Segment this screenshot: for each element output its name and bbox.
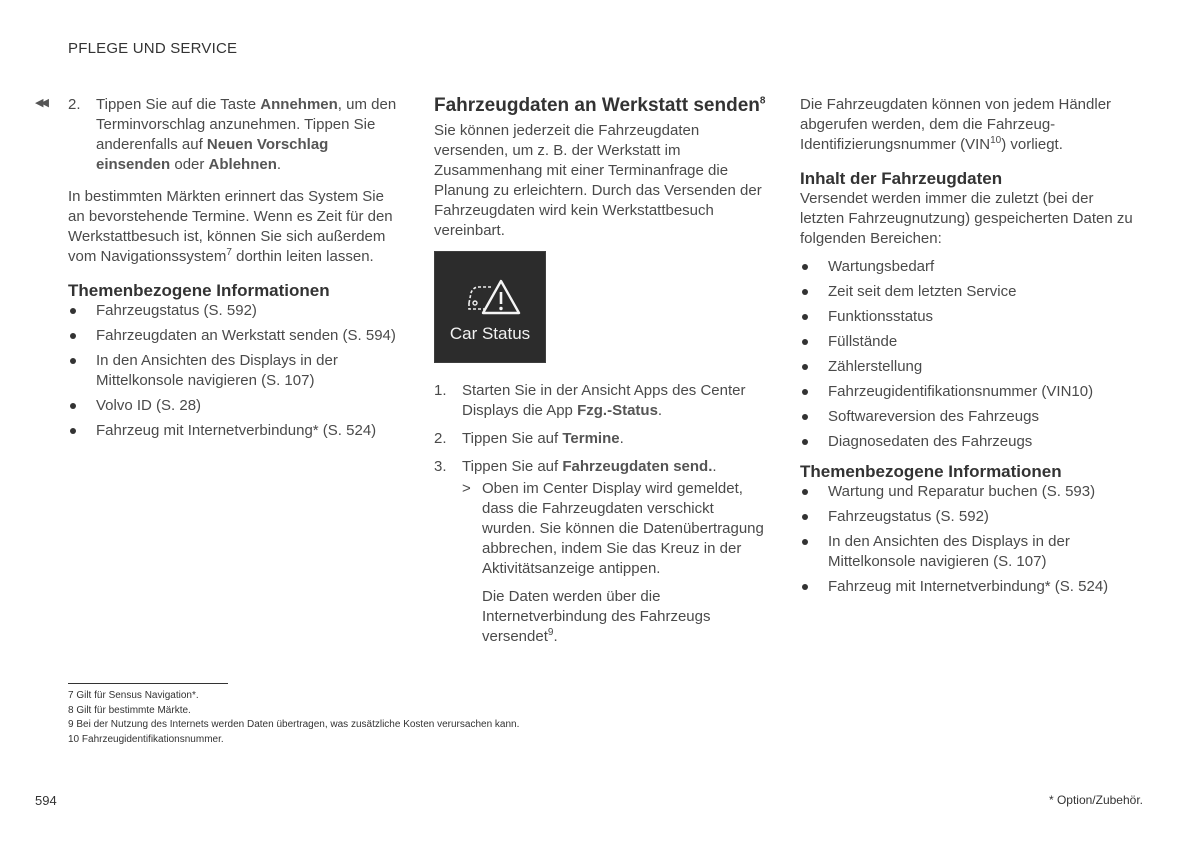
content-heading: Inhalt der Fahrzeugdaten bbox=[800, 169, 1003, 188]
column-2 bbox=[434, 95, 769, 647]
result-marker: > bbox=[462, 480, 471, 497]
footnote-ref-9[interactable]: 9 bbox=[547, 627, 554, 638]
fahrzeugdaten-send-label: Fahrzeugdaten send. bbox=[562, 458, 713, 475]
bullet-icon bbox=[70, 428, 76, 434]
related-link[interactable]: Fahrzeugdaten an Werkstatt senden (S. 594) bbox=[68, 326, 403, 346]
car-warning-icon bbox=[465, 277, 521, 317]
bullet-icon bbox=[802, 439, 808, 445]
footnote-10: 10 Fahrzeugidentifikationsnummer. bbox=[68, 733, 224, 745]
bullet-icon bbox=[70, 403, 76, 409]
car-status-app-icon bbox=[434, 251, 546, 363]
bullet-icon bbox=[802, 389, 808, 395]
list-item: Softwareversion des Fahrzeugs bbox=[800, 407, 1135, 427]
step-1: 1. Starten Sie in der Ansicht Apps des Center Displays die App Fzg.-Status. bbox=[434, 382, 746, 419]
related-link[interactable]: In den Ansichten des Displays in der Mittelkonsole navigieren (S. 107) bbox=[800, 532, 1135, 572]
intro-paragraph: Sie können jederzeit die Fahrzeugdaten versenden, um z. B. der Werkstatt im Zusammenhang mit einer Terminanfrage die Planung zu erleichtern. Durch das Versenden der Fahrzeugdaten wird kein Werkstattbesuch vereinbart. bbox=[434, 122, 762, 239]
neuer-vorschlag-label: Neuen Vorschlag einsenden bbox=[96, 136, 329, 173]
annehmen-label: Annehmen bbox=[260, 96, 338, 113]
bullet-icon bbox=[802, 314, 808, 320]
section-header: PFLEGE UND SERVICE bbox=[68, 40, 238, 57]
option-note: * Option/Zubehör. bbox=[1048, 793, 1143, 807]
list-item: Füllstände bbox=[800, 332, 1135, 352]
bullet-icon bbox=[802, 339, 808, 345]
bullet-icon bbox=[802, 539, 808, 545]
column-1 bbox=[68, 95, 403, 446]
related-heading: Themenbezogene Informationen bbox=[68, 281, 330, 300]
bullet-icon bbox=[70, 308, 76, 314]
step-3: 3. Tippen Sie auf Fahrzeugdaten send.. bbox=[434, 458, 717, 475]
related-heading: Themenbezogene Informationen bbox=[800, 462, 1062, 481]
step-3-detail bbox=[434, 479, 769, 647]
bullet-icon bbox=[802, 264, 808, 270]
previous-page-icon[interactable]: ◀◀ bbox=[35, 97, 46, 109]
list-item: Funktionsstatus bbox=[800, 307, 1135, 327]
fzg-status-label: Fzg.-Status bbox=[577, 402, 658, 419]
step-number: 2. bbox=[68, 96, 81, 113]
reminder-paragraph: In bestimmten Märkten erinnert das System Sie an bevorstehende Termine. Wenn es Zeit für den Werkstattbesuch ist, können Sie sich außerdem vom Navigationssystem$^7$ dorthin leiten lassen. bbox=[68, 188, 393, 265]
bullet-icon bbox=[802, 584, 808, 590]
related-link[interactable]: Fahrzeug mit Internetverbindung* (S. 524) bbox=[68, 421, 403, 441]
related-link[interactable]: Fahrzeug mit Internetverbindung* (S. 524) bbox=[800, 577, 1135, 597]
column-3 bbox=[800, 95, 1135, 602]
related-link[interactable]: Wartung und Reparatur buchen (S. 593) bbox=[800, 482, 1135, 502]
related-link[interactable]: Fahrzeugstatus (S. 592) bbox=[800, 507, 1135, 527]
bullet-icon bbox=[70, 358, 76, 364]
termine-label: Termine bbox=[562, 430, 620, 447]
bullet-icon bbox=[802, 364, 808, 370]
content-intro: Versendet werden immer die zuletzt (bei der letzten Fahrzeugnutzung) gespeicherten Daten zu folgenden Bereichen: bbox=[800, 190, 1133, 247]
footnote-9: 9 Bei der Nutzung des Internets werden Daten übertragen, was zusätzliche Kosten verursachen kann. bbox=[68, 719, 520, 730]
vin-paragraph: Die Fahrzeugdaten können von jedem Händler abgerufen werden, dem die Fahrzeug-Identifizierungsnummer (VIN$^{10}$) vorliegt. bbox=[800, 96, 1112, 153]
footnote-ref-10[interactable]: 10 bbox=[990, 135, 1002, 146]
bullet-icon bbox=[802, 514, 808, 520]
footnote-ref-7[interactable]: 7 bbox=[226, 247, 232, 258]
internet-note: Die Daten werden über die Internetverbindung des Fahrzeugs versendet$^9$. bbox=[482, 588, 711, 645]
step-result: > Oben im Center Display wird gemeldet, dass die Fahrzeugdaten verschickt wurden. Sie können die Datenübertragung abbrechen, indem Sie das Kreuz in der Aktivitätsanzeige antippen. bbox=[462, 480, 764, 577]
bullet-icon bbox=[802, 289, 808, 295]
related-list bbox=[800, 482, 1135, 597]
section-heading: Fahrzeugdaten an Werkstatt senden$^8$ bbox=[434, 95, 766, 116]
related-list bbox=[68, 301, 403, 441]
list-item: Zählerstellung bbox=[800, 357, 1135, 377]
list-item: Diagnosedaten des Fahrzeugs bbox=[800, 432, 1135, 452]
step-2: 2. Tippen Sie auf die Taste Annehmen, um den Terminvorschlag anzunehmen. Tippen Sie anderenfalls auf Neuen Vorschlag einsenden oder Ablehnen. bbox=[68, 96, 397, 173]
list-item: Wartungsbedarf bbox=[800, 257, 1135, 277]
footnote-8: 8 Gilt für bestimmte Märkte. bbox=[68, 704, 191, 716]
footnotes bbox=[68, 689, 519, 747]
related-link[interactable]: Volvo ID (S. 28) bbox=[68, 396, 403, 416]
list-item: Zeit seit dem letzten Service bbox=[800, 282, 1135, 302]
related-link[interactable]: In den Ansichten des Displays in der Mittelkonsole navigieren (S. 107) bbox=[68, 351, 403, 391]
steps-list bbox=[434, 381, 769, 647]
content-list bbox=[800, 257, 1135, 452]
bullet-icon bbox=[802, 414, 808, 420]
page-number: 594 bbox=[35, 793, 57, 808]
footnote-divider bbox=[68, 683, 228, 684]
bullet-icon bbox=[802, 489, 808, 495]
list-item: Fahrzeugidentifikationsnummer (VIN10) bbox=[800, 382, 1135, 402]
ablehnen-label: Ablehnen bbox=[208, 156, 277, 173]
bullet-icon bbox=[70, 333, 76, 339]
app-label: Car Status bbox=[449, 324, 531, 343]
footnote-7: 7 Gilt für Sensus Navigation*. bbox=[68, 690, 199, 701]
footnote-ref-8[interactable]: 8 bbox=[759, 95, 766, 107]
related-link[interactable]: Fahrzeugstatus (S. 592) bbox=[68, 301, 403, 321]
step-2: 2. Tippen Sie auf Termine. bbox=[434, 430, 624, 447]
